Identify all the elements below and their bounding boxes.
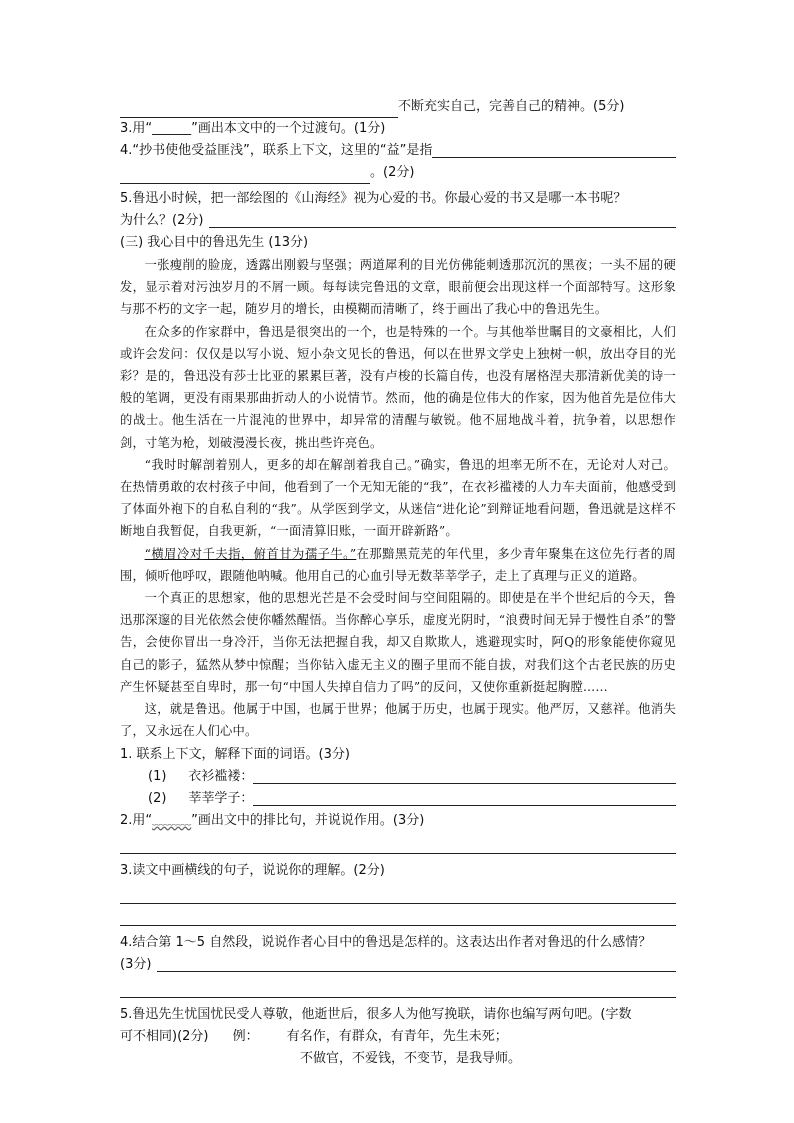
question-4-top-cont bbox=[120, 162, 676, 184]
worksheet-page bbox=[120, 96, 676, 1070]
question-4-cont bbox=[120, 954, 676, 976]
wavy-mark: ﹏﹏﹏ bbox=[152, 813, 192, 829]
question-text: 4.“抄书使他受益匪浅”，联系上下文，这里的“益”是指 bbox=[120, 143, 433, 158]
answer-blank[interactable] bbox=[120, 102, 398, 118]
question-5-top-cont bbox=[120, 210, 676, 232]
question-text: 2.用“ bbox=[120, 813, 153, 829]
question-5: 5.鲁迅先生忧国忧民受人尊敬，他逝世后，很多人为他写挽联，请你也编写两句吧。(字数 bbox=[120, 1007, 632, 1023]
underlined-sentence: “横眉冷对千夫指，俯首甘为孺子牛。” bbox=[144, 546, 357, 561]
answer-blank[interactable] bbox=[432, 143, 676, 158]
question-4: 4.结合第 1～5 自然段，说说作者心目中的鲁迅是怎样的。这表达出作者对鲁迅的什么感情？ bbox=[120, 935, 652, 951]
example-line-2: 不做官，不爱钱，不变节，是我导师。 bbox=[300, 1051, 522, 1067]
question-5-cont bbox=[120, 1026, 676, 1048]
question-text: (3分) bbox=[120, 957, 152, 973]
article-paragraph: “我时时解剖着别人，更多的却在解剖着我自己。”确实，鲁迅的坦率无所不在，无论对人对己。在热情勇敢的农村孩子中间，他看到了一个无知无能的“我”，在衣衫褴褛的人力车夫面前，他感受到了体面外袍下的自私自利的“我”。从学医到学文，从迷信“进化论”到辩证地看问题，鲁迅就是这样不断地自我暂促，自我更新，“一面清算旧账，一面开辟新路”。 bbox=[120, 457, 676, 539]
article-body bbox=[120, 254, 676, 742]
question-2 bbox=[120, 810, 676, 832]
question-text: 不断充实自己，完善自己的精神。(5分) bbox=[398, 99, 625, 114]
answer-line[interactable] bbox=[120, 904, 676, 926]
question-text: ”画出文中的排比句，并说说作用。(3分) bbox=[191, 813, 425, 829]
article-paragraph: 这，就是鲁迅。他属于中国，也属于世界；他属于历史，也属于现实。他严厉，又慈祥。他消失了，又永远在人们心中。 bbox=[120, 702, 676, 739]
question-text: 可不相同)(2分) bbox=[120, 1029, 209, 1045]
answer-blank[interactable] bbox=[157, 957, 676, 972]
paragraph-text: 在那黯黑荒芜的年代里，多少青年聚集在这位先行者的周围，倾听他呼叹，跟随他呐喊。他用自己的心血引导无数莘莘学子，走上了真理与正义的道路。 bbox=[120, 546, 676, 583]
article-paragraph bbox=[120, 543, 676, 587]
question-1-item-1 bbox=[120, 766, 676, 788]
question-1-item-2 bbox=[120, 788, 676, 810]
question-3: 3.读文中画横线的句子，说说你的理解。(2分) bbox=[120, 863, 385, 879]
item-word: 莘莘学子： bbox=[188, 791, 254, 807]
answer-line[interactable] bbox=[120, 882, 676, 904]
item-word: 衣衫褴褛： bbox=[188, 769, 254, 785]
answer-line[interactable] bbox=[120, 976, 676, 998]
answer-blank[interactable] bbox=[253, 769, 676, 784]
question-text: 。(2分) bbox=[370, 165, 415, 180]
example-label: 例： bbox=[232, 1029, 259, 1045]
question-4-top bbox=[120, 140, 676, 162]
article-paragraph: 一张瘦削的脸庞，透露出刚毅与坚强；两道犀利的目光仿佛能刺透那沉沉的黑夜；一头不屈的硬发，显示着对污浊岁月的不屑一顾。每每读完鲁迅的文章，眼前便会出现这样一个面部特写。这形象与那不朽的文字一起，随岁月的增长，由模糊而清晰了，终于画出了我心中的鲁迅先生。 bbox=[120, 258, 676, 317]
question-5-top: 5.鲁迅小时候，把一部绘图的《山海经》视为心爱的书。你最心爱的书又是哪一本书呢？ bbox=[120, 191, 627, 206]
answer-line[interactable] bbox=[120, 832, 676, 854]
answer-blank[interactable] bbox=[253, 791, 676, 806]
item-number: (1) bbox=[148, 769, 167, 785]
question-text: 为什么？(2分) bbox=[120, 213, 204, 228]
article-paragraph: 一个真正的思想家，他的思想光芒是不会受时间与空间阻隔的。即使是在半个世纪后的今天，鲁迅那深邃的目光依然会使你幡然醒悟。当你醉心享乐，虚度光阴时，“浪费时间无异于慢性自杀”的警告，会使你冒出一身冷汗，当你无法把握自我，却又自欺欺人，逃避现实时，阿Q的形象能使你窥见自己的影子，猛然从梦中惊醒；当你钻入虚无主义的圈子里而不能自拔，对我们这个古老民族的历史产生怀疑甚至自卑时，那一句“中国人失掉自信力了吗”的反问，又使你重新挺起胸膛…… bbox=[120, 591, 676, 694]
question-3-top: 3.用“______”画出本文中的一个过渡句。(1分) bbox=[120, 121, 386, 136]
answer-blank[interactable] bbox=[120, 168, 370, 184]
question-2-tail bbox=[120, 96, 676, 118]
example-line-1: 有名作，有群众，有青年，先生未死； bbox=[286, 1029, 508, 1045]
section-title: (三) 我心目中的鲁迅先生 (13分) bbox=[120, 235, 309, 250]
question-1: 1. 联系上下文，解释下面的词语。(3分) bbox=[120, 747, 350, 763]
item-number: (2) bbox=[148, 791, 167, 807]
answer-blank[interactable] bbox=[209, 213, 676, 228]
article-paragraph: 在众多的作家群中，鲁迅是很突出的一个，也是特殊的一个。与其他举世瞩目的文豪相比，人们或许会发问：仅仅是以写小说、短小杂文见长的鲁迅，何以在世界文学史上独树一帜，放出夺目的光彩？是的，鲁迅没有莎士比亚的累累巨著，没有卢梭的长篇自传，也没有屠格涅夫那清新优美的诗一般的笔调，更没有雨果那曲折动人的小说情节。然而，他的确是位伟大的作家，因为他首先是位伟大的战士。他生活在一片混沌的世界中，却异常的清醒与敏锐。他不屈地战斗着，抗争着，以思想作剑，寸笔为枪，划破漫漫长夜，挑出些许亮色。 bbox=[120, 324, 676, 450]
